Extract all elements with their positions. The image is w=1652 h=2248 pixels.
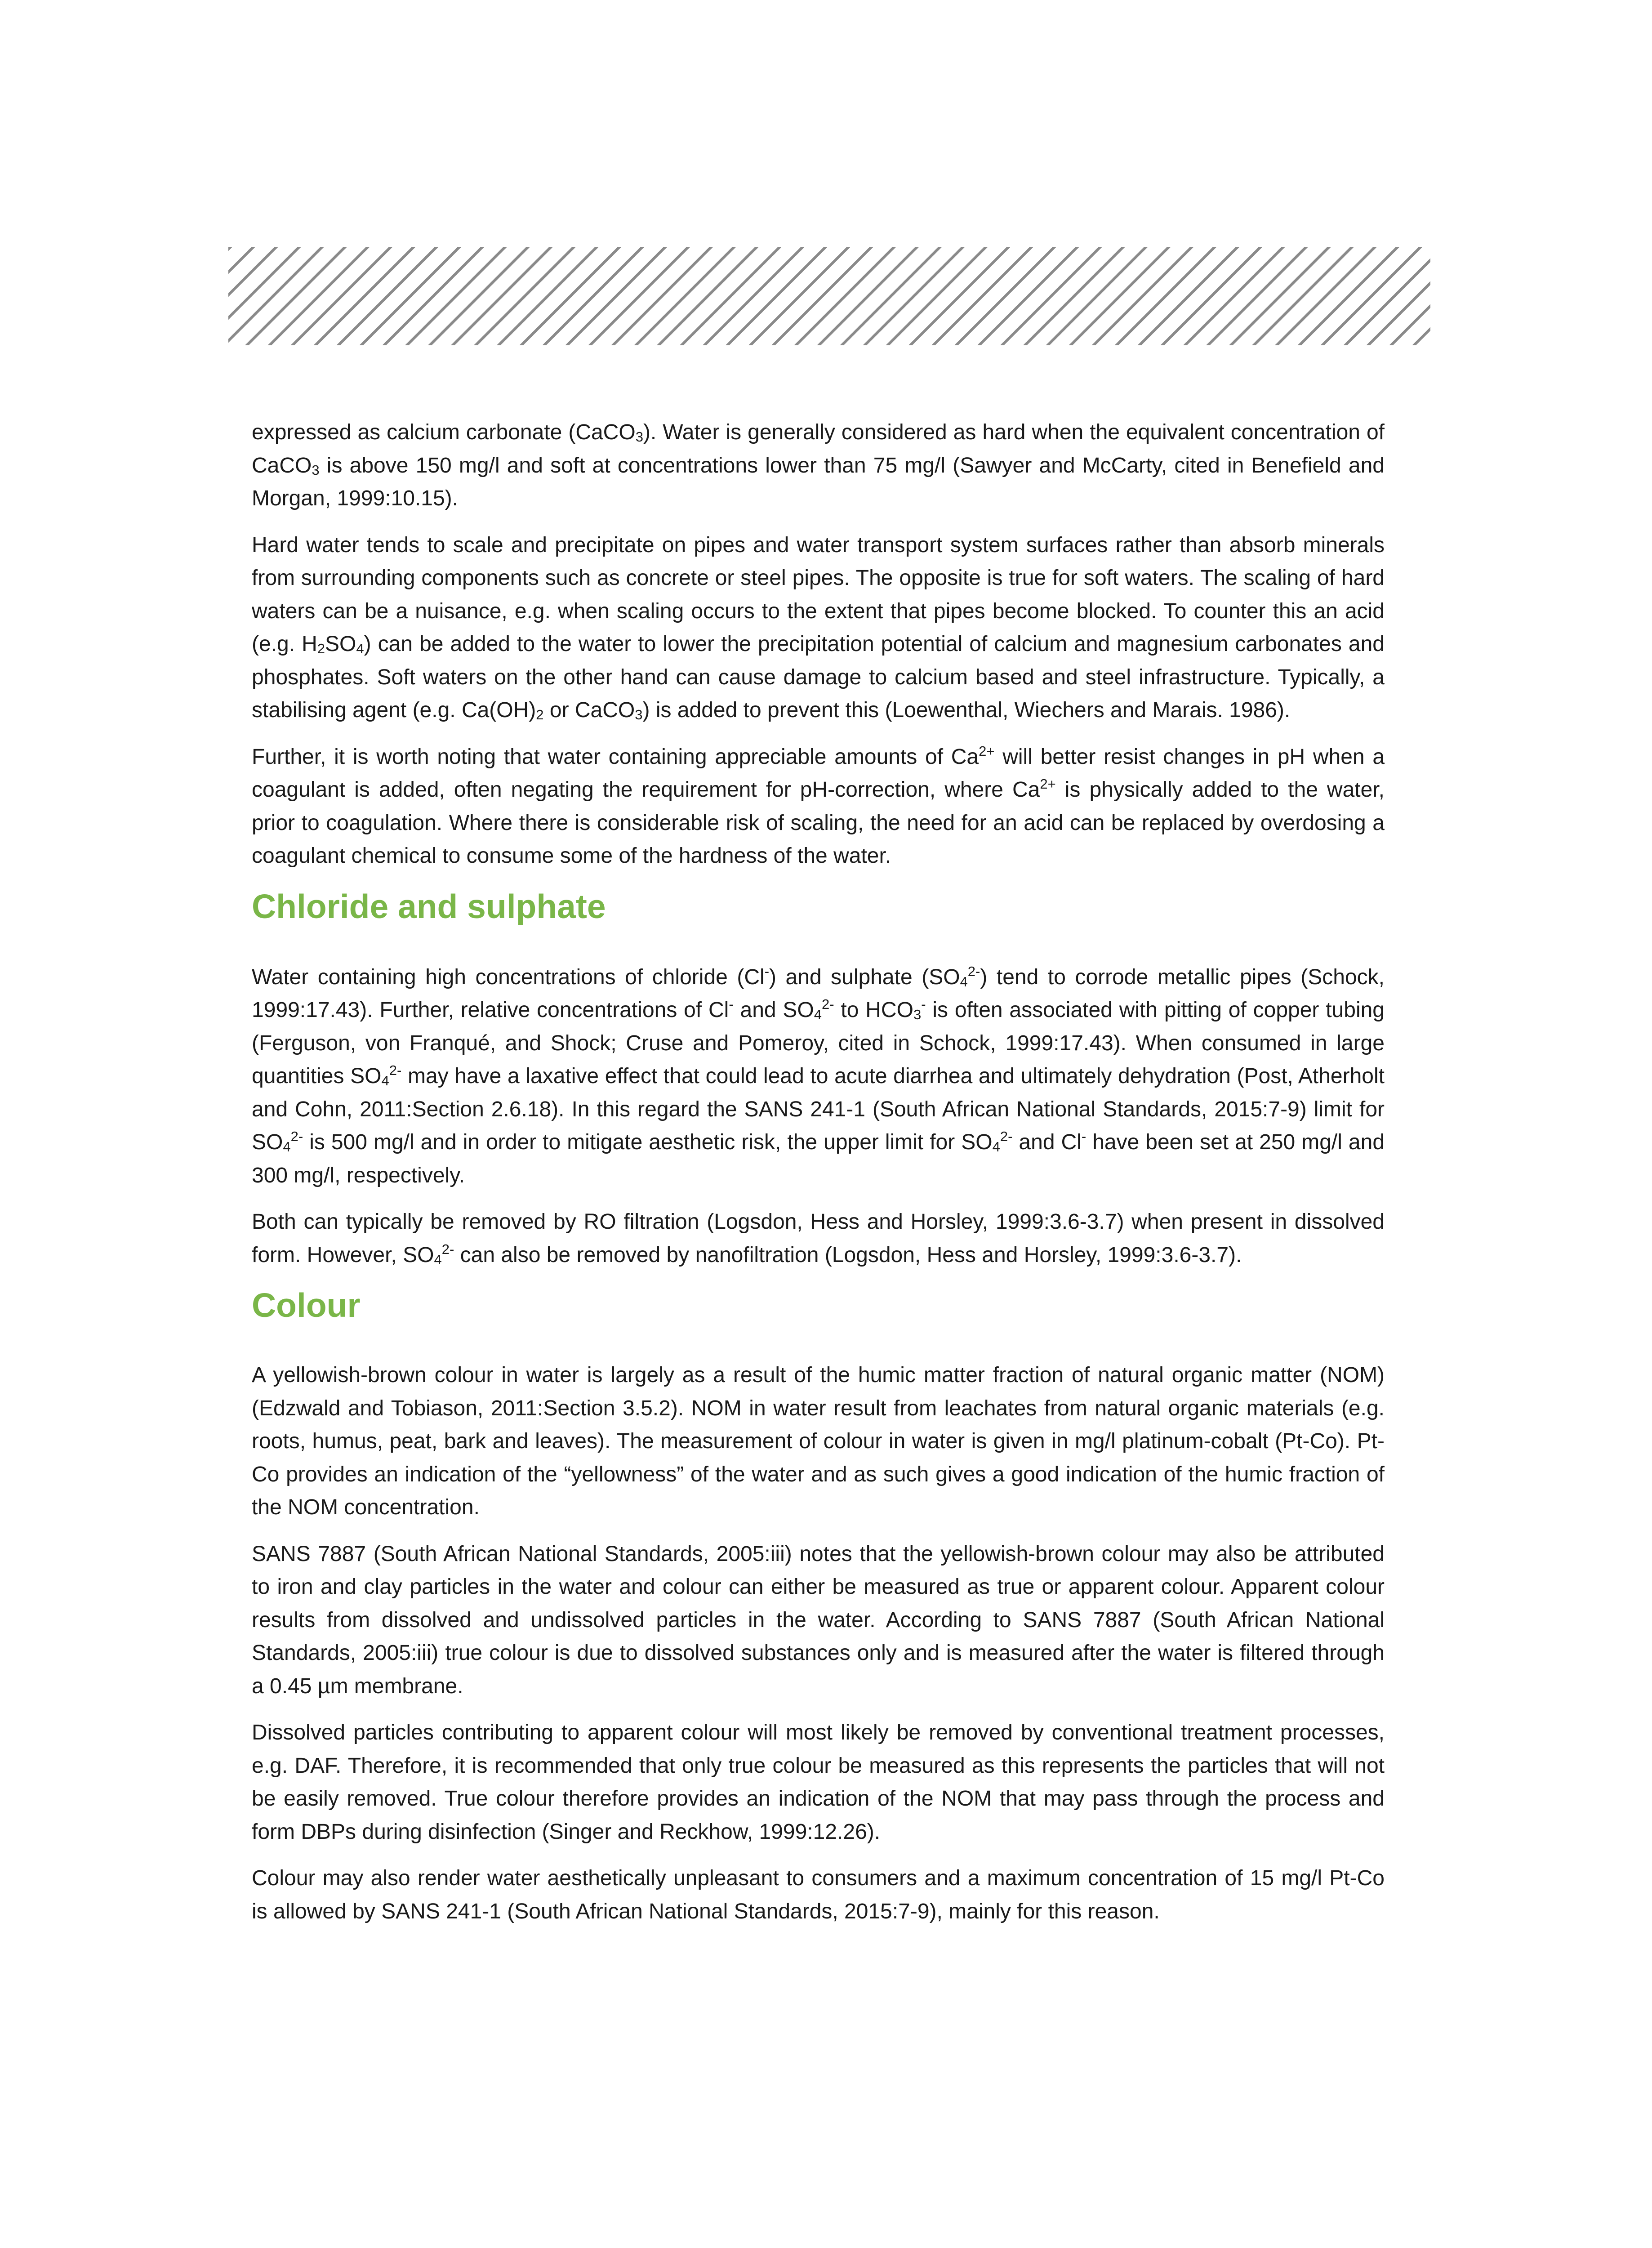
paragraph-removal-methods: Both can typically be removed by RO filtration (Logsdon, Hess and Horsley, 1999:3.6-3.7) when present in dissolved form. However, $SO_4^{2-}$ can also be removed by nanofiltration (Logsdon, Hess and Horsley, 1999:3.6-3.7). <box>252 1210 1385 1267</box>
paragraph-chloride-sulphate-corrosion: Water containing high concentrations of chloride (Cl-) and sulphate $(SO_4^{2-})$ tend to corrode metallic pipes (Schock, 1999:17.43). Further, relative concentrations of Cl- and $SO_4^{2-}$ to $HCO_3^-$ is often associated with pitting of copper tubing (Ferguson, von Franqué, and Shock; Cruse and Pomeroy, cited in Schock, 1999:17.43). When consumed in large quantities $SO_4^{2-}$ may have a laxative effect that could lead to acute diarrhea and ultimately dehydration (Post, Atherholt and Cohn, 2011:Section 2.6.18). In this regard the SANS 241-1 (South African National Standards, 2015:7-9) limit for $SO_4^{2-}$ is 500 mg/l and in order to mitigate aesthetic risk, the upper limit for $SO_4^{2-}$ and Cl- have been set at 250 mg/l and 300 mg/l, respectively. <box>252 963 1385 1187</box>
paragraph-colour-limit: Colour may also render water aesthetically unpleasant to consumers and a maximum concentration of 15 mg/l Pt-Co is allowed by SANS 241-1 (South African National Standards, 2015:7-9), mainly for this reason. <box>252 1866 1385 1923</box>
paragraph-true-apparent-colour: SANS 7887 (South African National Standards, 2005:iii) notes that the yellowish-brown colour may also be attributed to iron and clay particles in the water and colour can either be measured as true or apparent colour. Apparent colour results from dissolved and undissolved particles in the water. According to SANS 7887 (South African National Standards, 2005:iii) true colour is due to dissolved substances only and is measured after the water is filtered through a 0.45 µm membrane. <box>252 1542 1385 1698</box>
page-content <box>252 416 1385 1941</box>
header-stripe-band <box>228 247 1430 345</box>
paragraph-hard-water-scaling: Hard water tends to scale and precipitate on pipes and water transport system surfaces rather than absorb minerals from surrounding components such as concrete or steel pipes. The opposite is true for soft waters. The scaling of hard waters can be a nuisance, e.g. when scaling occurs to the extent that pipes become blocked. To counter this an acid (e.g. $H_2SO_4$) can be added to the water to lower the precipitation potential of calcium and magnesium carbonates and phosphates. Soft waters on the other hand can cause damage to calcium based and steel infrastructure. Typically, a stabilising agent (e.g. $Ca(OH)_2$ or CaCO$_3$) is added to prevent this (Loewenthal, Wiechers and Marais. 1986). <box>252 533 1385 723</box>
paragraph-colour-nom: A yellowish-brown colour in water is largely as a result of the humic matter fraction of natural organic matter (NOM) (Edzwald and Tobiason, 2011:Section 3.5.2). NOM in water result from leachates from natural organic materials (e.g. roots, humus, peat, bark and leaves). The measurement of colour in water is given in mg/l platinum-cobalt (Pt-Co). Pt-Co provides an indication of the “yellowness” of the water and as such gives a good indication of the humic fraction of the NOM concentration. <box>252 1363 1385 1519</box>
paragraph-calcium-coagulation: Further, it is worth noting that water containing appreciable amounts of $Ca^{2+}$ will better resist changes in pH when a coagulant is added, often negating the requirement for pH-correction, where $Ca^{2+}$ is physically added to the water, prior to coagulation. Where there is considerable risk of scaling, the need for an acid can be replaced by overdosing a coagulant chemical to consume some of the hardness of the water. <box>252 743 1385 868</box>
paragraph-dissolved-particles: Dissolved particles contributing to apparent colour will most likely be removed by conventional treatment processes, e.g. DAF. Therefore, it is recommended that only true colour be measured as this represents the particles that will not be easily removed. True colour therefore provides an indication of the NOM that may pass through the process and form DBPs during disinfection (Singer and Reckhow, 1999:12.26). <box>252 1721 1385 1844</box>
heading-colour: Colour <box>252 1286 361 1324</box>
heading-chloride-and-sulphate: Chloride and sulphate <box>252 887 606 925</box>
paragraph-hardness-definition: expressed as calcium carbonate (CaCO$_3$). Water is generally considered as hard when the equivalent concentration of CaCO$_3$ is above 150 mg/l and soft at concentrations lower than 75 mg/l (Sawyer and McCarty, cited in Benefield and Morgan, 1999:10.15). <box>252 420 1385 510</box>
